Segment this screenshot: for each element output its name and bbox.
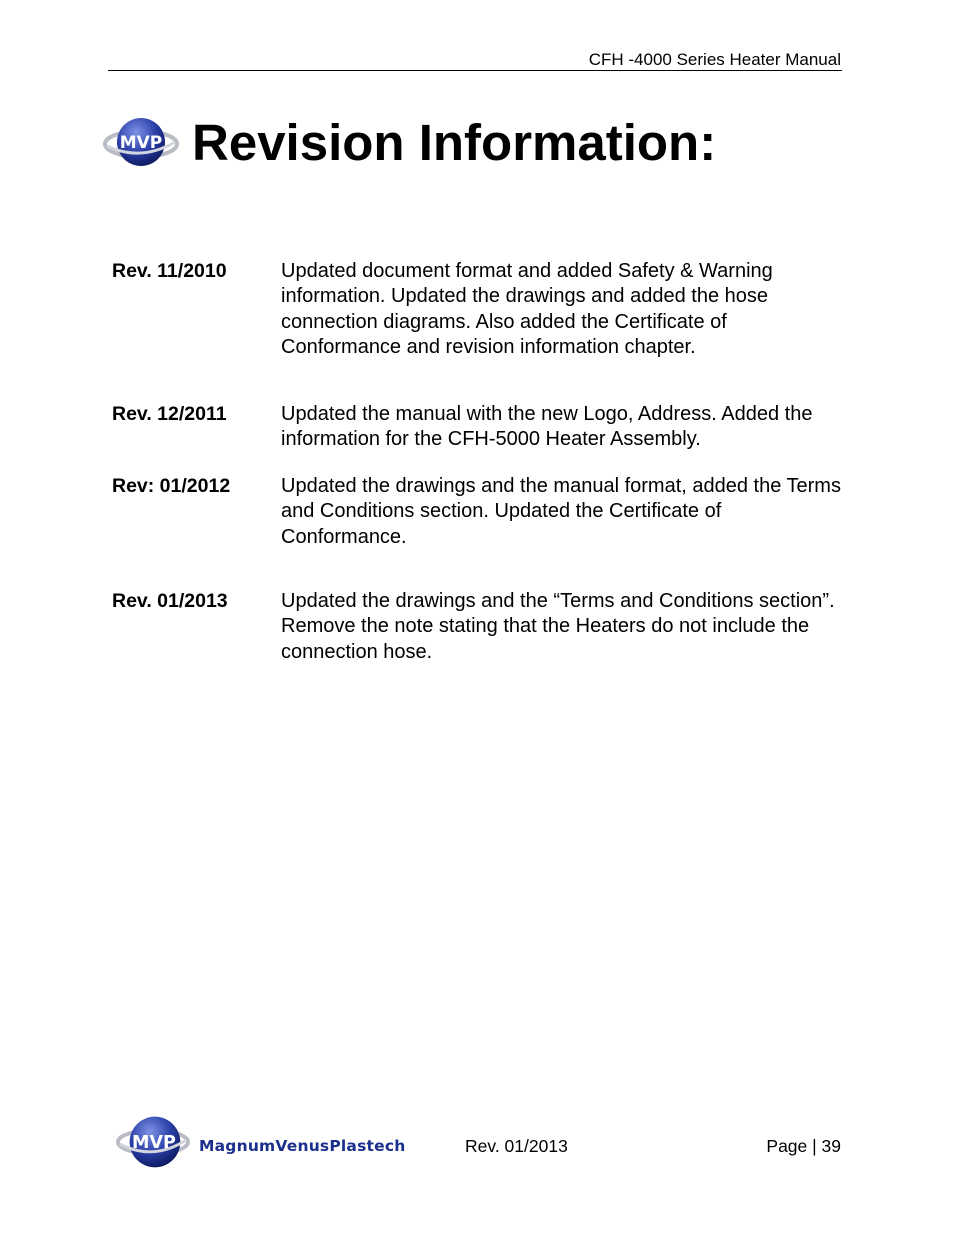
mvp-logo-icon <box>103 114 179 170</box>
header-divider <box>108 70 842 71</box>
revision-description: Updated document format and added Safety & Warning information. Updated the drawings and added the hose connection diagrams. Also added the Certificate of Conformance and revision information chapter. <box>281 260 773 358</box>
footer-brand-name: MagnumVenusPlastech <box>199 1137 406 1155</box>
footer-logo-text: MVP <box>132 1132 176 1153</box>
revision-label: Rev: 01/2012 <box>112 475 231 497</box>
footer-page-number: Page | 39 <box>766 1136 841 1156</box>
revision-description: Updated the manual with the new Logo, Address. Added the information for the CFH-5000 Heater Assembly. <box>281 403 813 451</box>
revision-description: Updated the drawings and the “Terms and Conditions section”. Remove the note stating that the Heaters do not include the connection hose. <box>281 590 835 663</box>
revision-description: Updated the drawings and the manual format, added the Terms and Conditions section. Updated the Certificate of Conformance. <box>281 475 841 548</box>
page-title: Revision Information: <box>192 114 717 171</box>
footer-mvp-logo-icon <box>116 1112 190 1172</box>
revision-label: Rev. 11/2010 <box>112 260 227 282</box>
revision-label: Rev. 12/2011 <box>112 403 227 425</box>
revision-label: Rev. 01/2013 <box>112 590 228 612</box>
logo-text: MVP <box>119 133 163 153</box>
footer-revision: Rev. 01/2013 <box>465 1136 568 1156</box>
header-title: CFH -4000 Series Heater Manual <box>588 50 841 69</box>
